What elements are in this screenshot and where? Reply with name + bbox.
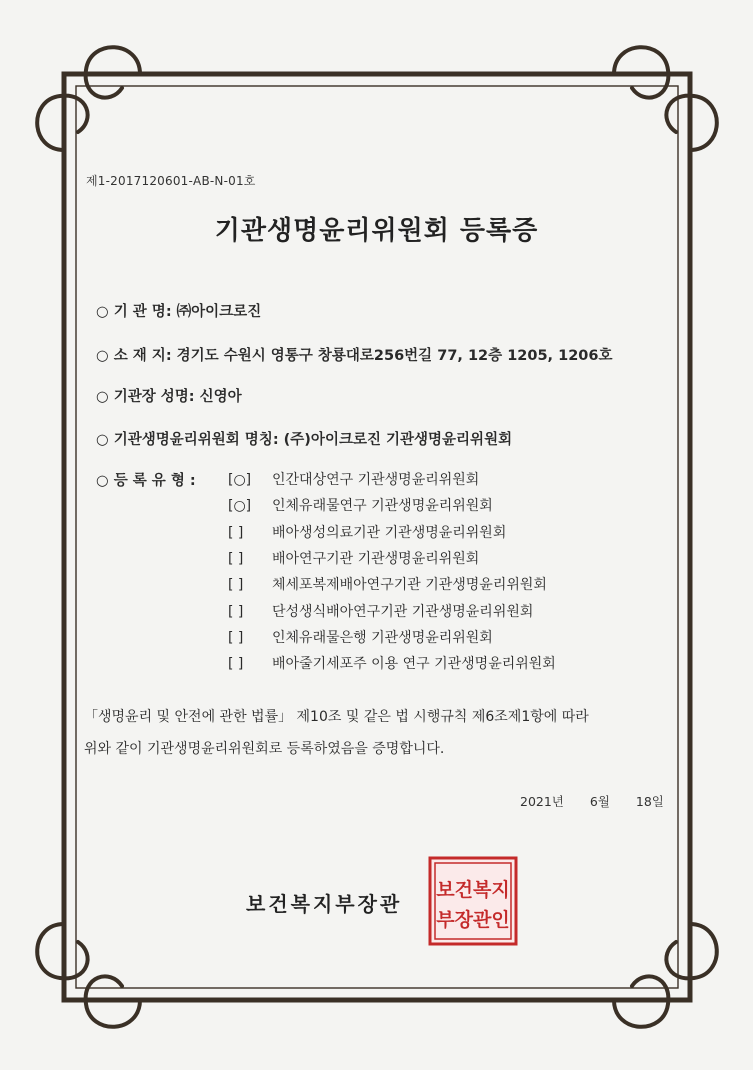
date-day: 18일 [635, 794, 664, 809]
checkbox-mark: [ ] [228, 551, 244, 567]
checkbox-mark: [ ] [228, 525, 244, 541]
list-item [228, 469, 479, 489]
address-field: ○ 소 재 지: 경기도 수원시 영통구 창룡대로256번길 77, 12층 1205, 1206호 [96, 348, 613, 364]
official-seal-icon [428, 856, 518, 946]
list-item [228, 653, 556, 673]
page-title: 기관생명윤리위원회 등록증 [214, 216, 539, 246]
law-statement-line-1: 「생명윤리 및 안전에 관한 법률」 제10조 및 같은 법 시행규칙 제6조제1항에 따라 [84, 709, 589, 725]
svg-text:보건복지: 보건복지 [436, 879, 510, 901]
checkbox-mark: [ ] [228, 577, 244, 593]
date-month: 6월 [589, 794, 610, 809]
registration-number: 제1-2017120601-AB-N-01호 [86, 174, 256, 188]
type-label: 인체유래물은행 기관생명윤리위원회 [272, 630, 493, 646]
list-item [228, 627, 493, 647]
list-item [228, 522, 506, 542]
checkbox-mark: [ ] [228, 656, 244, 672]
checkbox-mark: [○] [228, 472, 252, 488]
type-label: 배아줄기세포주 이용 연구 기관생명윤리위원회 [272, 656, 556, 672]
type-label: 배아연구기관 기관생명윤리위원회 [272, 551, 480, 567]
checkbox-mark: [ ] [228, 604, 244, 620]
type-label: 배아생성의료기관 기관생명윤리위원회 [272, 525, 507, 541]
head-name-field: ○ 기관장 성명: 신영아 [96, 389, 242, 405]
type-label: 인간대상연구 기관생명윤리위원회 [272, 472, 480, 488]
list-item [228, 601, 533, 621]
list-item [228, 495, 493, 515]
type-label: 단성생식배아연구기관 기관생명윤리위원회 [272, 604, 534, 620]
law-statement-line-2: 위와 같이 기관생명윤리위원회로 등록하였음을 증명합니다. [84, 741, 445, 757]
checkbox-mark: [ ] [228, 630, 244, 646]
registration-type-label: ○ 등 록 유 형 : [96, 473, 196, 489]
issuer-title: 보건복지부장관 [246, 892, 403, 916]
committee-name-field: ○ 기관생명윤리위원회 명칭: (주)아이크로진 기관생명윤리위원회 [96, 432, 513, 448]
checkbox-mark: [○] [228, 498, 252, 514]
type-label: 체세포복제배아연구기관 기관생명윤리위원회 [272, 577, 547, 593]
list-item [228, 574, 547, 594]
date-year: 2021년 [520, 794, 564, 809]
list-item [228, 548, 479, 568]
type-label: 인체유래물연구 기관생명윤리위원회 [272, 498, 493, 514]
svg-text:부장관인: 부장관인 [436, 909, 510, 931]
institution-name-field: ○ 기 관 명: ㈜아이크로진 [96, 304, 262, 320]
issue-date [520, 792, 664, 810]
